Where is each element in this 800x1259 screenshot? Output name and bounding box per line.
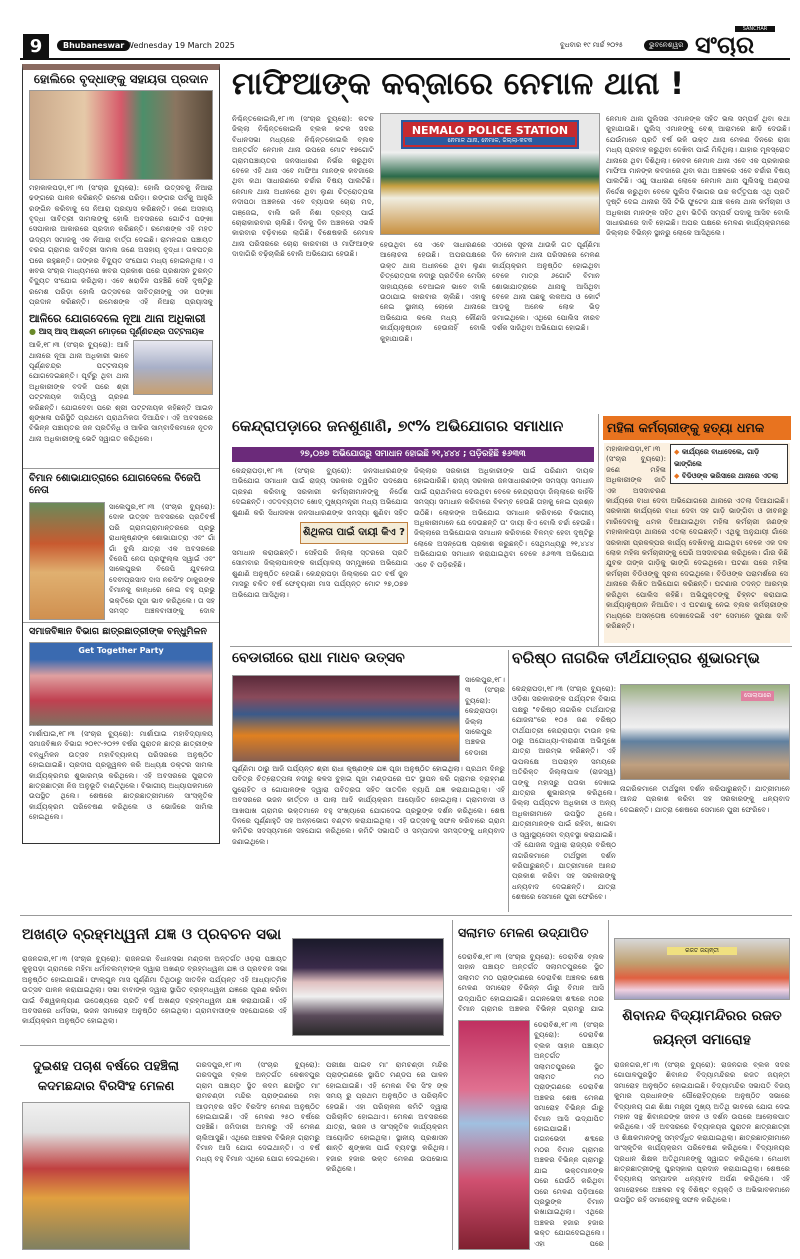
logo-tag: SANCHAR [735,26,775,32]
kendrapara-body-1: କେନ୍ଦ୍ରାପଡ଼ା,୧୮।୩ (ସଂଚାର ବ୍ୟୁରୋ): ଜନସାଧାରଣଙ୍କ ଅଭିଯୋଗ ସମାଧାନ ପାଇଁ ରାଜ୍ୟ ସରକାର ତ୍ୱରିତ ପଦକ୍ଷେପ ଗ୍ରହଣ କରିବାକୁ ସରକାରୀ କର୍ମଚାରୀମାନଙ୍କୁ ନିର୍ଦ୍ଦେଶ ଦେଇଛନ୍ତି। ଏତଦବ୍ୟତୀତ ଖୋଦ୍ ମୁଖ୍ୟମନ୍ତ୍ରୀ ମଧ୍ୟ ଅଭିଯୋଗ ଶୁଣାଣି କରି ସିଧାସଳଖ ଜନସାଧାରଣଙ୍କ ସମସ୍ୟା ଶୁଣିବା ସହିତ [232,466,408,517]
article-body: ସାଲେପୁର,୧୮।୩ (ସଂଚାର ବ୍ୟୁରୋ): ଦୋଳ ଉତ୍ସବ ଅବସରରେ ପ୍ରତିବର୍ଷ ପରି ଗ୍ରାମଗ୍ରାମାନ୍ତରରେ ପ୍ରଭୁ ରାଧାକୃଷ୍ଣଙ୍କ ଶୋଭାଯାତ୍ରା ଏବଂ ଗାଁ ଗାଁ ବୁଲି ଯାତ୍ରା ଏକ ଅବସରରେ ବିଜେପି ନେତା ପ୍ରଫୁଲ୍ଲ ସ୍ୱାଇଁ ଏବଂ ସାଲେପୁରର ବିଜେପି ଯୁବନେତା ଦେବୀପ୍ରସାଦ ଦାସ ନରସିଂହ ଠାକୁରଙ୍କ ବିମାନକୁ କାନ୍ଧରେ ନେଇ ବହୁ ପ୍ରଭୁ ଭକ୍ତିରେ ପୂଜା ଭାବ କରିଥିଲେ। ତା ସହ ସମସ୍ତ ଅଞ୍ଚଳବାସୀଙ୍କୁ ଦୋଳ [109,502,215,616]
akhanda-headline: ଅଖଣ୍ଡ ବ୍ରହ୍ମଧ୍ୱନୀ ଯଜ୍ଞ ଓ ପ୍ରବଚନ ସଭା [22,926,282,943]
callout-item [674,446,784,470]
women-body-wrap [604,443,790,643]
masthead [20,26,790,60]
article-body-continued: ଡେରାବିଶ,୧୮।୩ (ସଂଚାର ବ୍ୟୁରୋ): ଡେରାବିଶ ବ୍ଲକ ସାହାନ ପଞ୍ଚାୟତ ଅନ୍ତର୍ଗତ ସଲାମତପୁରରେ ସ୍ଥିତ ସଲାମତ ମଠ ପ୍ରାଙ୍ଗଣରେ ଡେରାବିଶ ଅଞ୍ଚଳର ଶେଷ ମେଳଣ ସମାରୋହ ବିଭିନ୍ନ ଗାଁରୁ ବିମାନ ଆସି ଉଦ୍‌ଯାପିତ ହୋଇଯାଇଛି। ଗଗନଭେଦୀ ଶବ୍ଦରେ ମଠର ବିମାନ ଗ୍ରାମର ଅଞ୍ଚଳର ବିଭିନ୍ନ ଗ୍ରାମରୁ ଯାଇ ଭକ୍ତମାନଙ୍କ ପରେ ଯେଉଁଠି କରିଥିବା ପରେ ମେଳଣ ପଡ଼ିଆରେ ପ୍ରଭୁଙ୍କ ବିମାନ ରଖାଯାଇଥିଲା। ଏଥିରେ ଅଞ୍ଚଳର ହଜାର ହଜାର ଭକ୍ତ ଯୋଗଦେଇଥିଲେ। ଏହା ପରେ [534,1020,604,1248]
divider [230,646,792,647]
photo-get-together [29,642,213,726]
logo [695,26,790,58]
divider [608,920,609,1250]
photo-vimana [458,1020,530,1250]
salamat-body: ଡେରାବିଶ,୧୮।୩ (ସଂଚାର ବ୍ୟୁରୋ): ଡେରାବିଶ ବ୍ଲକ ସାହାନ ପଞ୍ଚାୟତ ଅନ୍ତର୍ଗତ ସଲାମତପୁରରେ ସ୍ଥିତ ସଲାମତ ମଠ ପ୍ରାଙ୍ଗଣରେ ଡେରାବିଶ ଅଞ୍ଚଳର ଶେଷ ମେଳଣ ସମାରୋହ ବିଭିନ୍ନ ଗାଁରୁ ବିମାନ ଆସି ଉଦ୍‌ଯାପିତ ହୋଇଯାଇଛି। ଗଗନଭେଦୀ ଶବ୍ଦରେ ମଠର ବିମାନ ଗ୍ରାମର ଅଞ୍ଚଳର ବିଭିନ୍ନ ଗ୍ରାମରୁ ଯାଇ [458,952,604,1014]
bullet-icon: ● [29,327,39,337]
photo-dancers [232,675,460,762]
kendrapara-body-2: ଜିଲ୍ଲାର ସରକାରୀ ଅଧିକାରୀଙ୍କ ପାଇଁ ପରିଣାମ ଦାୟକ ହୋଇପାରିଛି। ରାଜ୍ୟ ସରକାର ଜନସାଧାରଣଙ୍କ ସମସ୍ୟା ସମାଧାନ ପାଇଁ ପ୍ରାଥମିକତା ଦେଉଥିବା ବେଳେ କେନ୍ଦ୍ରାପଡ଼ା ଜିଲ୍ଲାରେ କାହିଁକି ସମସ୍ୟା ସମାଧାନ କରିବାରେ ବିଳମ୍ବ ହେଉଛି ତାହାକୁ ନେଇ ପ୍ରଶ୍ନ ଉଠିଛି। ଲୋକଙ୍କ ଅଭିଯୋଗ ସମାଧାନ କରିବାରେ ବିଭାଗୀୟ ଅଧିକାରୀମାନେ ଯେ ଦେଉଛନ୍ତି ତା' ଦାୟୀ କିଏ ବୋଲି ଚର୍ଚ୍ଚା ହେଉଛି। ଜିଲ୍ଲାରେ ଅଭିଯୋଗର ସମାଧାନ କରିବାରେ ବିଳମ୍ବ ହେବା ଦୃଷ୍ଟିରୁ ଲୋକେ ଅସନ୍ତୋଷ ପ୍ରକାଶ କରୁଛନ୍ତି। ସେଥିମଧ୍ୟରୁ ୨୧,୪୪୪ ଅଭିଯୋଗର ସମାଧାନ କରାଯାଇଥିବା ବେଳେ ୫୬୩୩ ଅଭିଯୋଗ ଏବେ ବି ପଡ଼ିରହିଛି। [414,466,594,569]
pilgrim-headline: ବରିଷ୍ଠ ନାଗରିକ ତୀର୍ଥଯାତ୍ରାର ଶୁଭାରମ୍ଭ [512,650,760,667]
article-headline: ଆଳିରେ ଯୋଗଦେଲେ ନୂଆ ଥାନା ଅଧିକାରୀ [29,311,206,325]
article-body: ମହାକାଳପଡ଼ା,୧୮।୩ (ସଂଚାର ବ୍ୟୁରୋ): ହୋଲି ଉତ୍ସବକୁ ନିଆରା ଢଙ୍ଗରେ ପାଳନ କରିଛନ୍ତି ରମେଶ ପରିଡ଼ା। ରଙ୍ଗର ପର୍ବକୁ ଆହୁରି ରଙ୍ଗିନ କରିବାକୁ ସେ ନିଆରା ପ୍ରୟାସ କରିଛନ୍ତି। ଜଣେ ଅସହାୟ ବୃଦ୍ଧା ସାବିତ୍ରୀ ସାମଲଙ୍କୁ ହୋଲି ଅବସରରେ ଗୋଟିଏ ପଙ୍ଖା ସେପାକାର ଆକାରରେ ପ୍ରଦାନ କରିଛନ୍ତି। ରମେଶଙ୍କ ଏହି ମହତ ଉଦ୍ୟମ ସମାଜକୁ ଏକ ନିଆରା ବାର୍ତ୍ତା ଦେଇଛି। ରାମନଗର ପଞ୍ଚାୟତ ବରଗ ଗ୍ରାମର ସାବିତ୍ରୀ ସାମଲ ଜଣେ ଅସହାୟ ବୃଦ୍ଧା। ତାଳପତ୍ର ଘରେ ରହୁଛନ୍ତି। ତାଙ୍କର ବିଦ୍ୟୁତ ସଂଯୋଗ ମଧ୍ୟ ହୋଇନଥିଲା। ଏ ଖବର ସଂଚାର ମାଧ୍ୟମରେ ଖବର ପ୍ରକାଶ ପରେ ପ୍ରଶାସନ ତୁରନ୍ତ ବିଦ୍ୟୁତ ସଂଯୋଗ କରିଥିଲା। ଏବେ ଖରାଦିନ ପହଞ୍ଚିଛି ସେହି ଦୃଷ୍ଟିରୁ ରମେଶ ପରିଡ଼ା ହୋଲି ଉତ୍ସବରେ ସାବିତ୍ରୀଙ୍କୁ ଏକ ପଙ୍ଖା ପ୍ରଦାନ କରିଛନ୍ତି। ରମେଶଙ୍କ ଏହି ନିଆରା ପ୍ରୟାସକୁ [29,182,213,307]
callout-item [674,470,784,482]
left-column [22,64,220,844]
edition-badge: ଭୁବନେଶ୍ୱର [644,40,688,51]
bedari-side: ସାଲେପୁର,୧୮।୩ (ସଂଚାର ବ୍ୟୁରୋ): କେନ୍ଦ୍ରାପଡ଼ା ଜିଲ୍ଲା ସାଲେପୁର ଅଞ୍ଚଳର ବେଡାରୀ [465,675,505,757]
shivananda-headline: ଶିବାନନ୍ଦ ବିଦ୍ୟାମନ୍ଦିରର ରଜତ ଜୟନ୍ତୀ ସମାରୋହ [622,1008,782,1048]
bullet-icon: ◆ [674,448,682,456]
photo-bjp-leaders [29,502,105,620]
lead-headline: ମାଫିଆଙ୍କ କବ୍ଜାରେ ନେମାଳ ଥାନା ! [232,66,685,102]
photo-melana-vimana [22,1102,190,1250]
photo-police-station [380,113,600,235]
callout-text: ବିଡିଓଙ୍କ ଭରିସାରେ ଥାନାରେ ଏତଲା [681,472,779,480]
callout-text: କାର୍ଯ୍ୟରେ ବାଧାଦେଲେ, ଗାଡ଼ି ଭାଙ୍ଗିଲେ [674,448,760,468]
station-sign-odia: ନେମାଳ ଥାନା, ନେମାଳ, ଜିଲ୍ଲା-କଟକ [405,137,575,145]
divider [452,920,453,1250]
article-body: ଆଳି,୧୮।୩ (ସଂଚାର ବ୍ୟୁରୋ): ଆଳି ଥାନାରେ ନୂଆ ଥାନା ଅଧିକାରୀ ଭାବେ ପୂର୍ଣ୍ଣଚନ୍ଦ୍ର ପଟ୍ଟନାୟକ ଯୋଗଦେଇଛନ୍ତି। ପୂର୍ବରୁ ଥିବା ଥାନା ଅଧିକାରୀଙ୍କ ବଦଳି ପରେ ଶ୍ରୀ ପଟ୍ଟନାୟକ ଦାୟିତ୍ୱ ଗ୍ରହଣ କରିଛନ୍ତି। ଯୋଗଦେବା ପରେ ଶ୍ରୀ ପଟ୍ଟନାୟକ କହିଛନ୍ତି ଆଇନ ଶୃଙ୍ଖଳା ପରିସ୍ଥିତି ପ୍ରଥମେ ପ୍ରାଥମିକତା ଦିଆଯିବ। ଏହି ଅବସରରେ ବିଭିନ୍ନ ପଞ୍ଚାୟତର ଜନ ପ୍ରତିନିଧି ଓ ଆଳିର ସାମ୍ବାଦିକମାନେ ନୂତନ ଥାନା ଅଧିକାରୀଙ୍କୁ ଭେଟି ସ୍ୱାଗତ କରିଥିଲେ। [29,340,213,443]
article-body: ମାର୍ଶାଘାଇ,୧୮।୩ (ସଂଚାର ବ୍ୟୁରୋ): ମାର୍ଶାଘାଇ ମହାବିଦ୍ୟାଳୟ ସମାଜବିଜ୍ଞାନ ବିଭାଗ ୨୦୧୯-୨୦୨୨ ବର୍ଷର ପୁରାତନ ଛାତ୍ର ଛାତ୍ରୀଙ୍କ ବନ୍ଧୁମିଳନ ଉତ୍ସବ ମହାବିଦ୍ୟାଳୟ ପରିସରରେ ଅନୁଷ୍ଠିତ ହୋଇଯାଇଛି। ପ୍ରଦୀପ ପ୍ରଜ୍ଜ୍ୱଳନ କରି ଅଧ୍ୟକ୍ଷ ଡକ୍ଟର ସାମଲ କାର୍ଯ୍ୟକ୍ରମର ଶୁଭାରମ୍ଭ କରିଥିଲେ। ଏହି ଅବସରରେ ପୁରାତନ ଛାତ୍ରଛାତ୍ରୀ ନିଜ ଅନୁଭୂତି ବାଣ୍ଟିଥିଲେ। ବିଭାଗୀୟ ଅଧ୍ୟାପକମାନେ ଉପସ୍ଥିତ ଥିଲେ। ଶେଷରେ ଛାତ୍ରଛାତ୍ରୀମାନେ ସାଂସ୍କୃତିକ କାର୍ଯ୍ୟକ୍ରମ ପରିବେଷଣ କରିଥିଲେ ଓ ଭୋଜିରେ ସାମିଲ ହୋଇଥିଲେ। [29,728,213,822]
article-body-continued: ସମାଧାନ କରାଉଛନ୍ତି। ସେହିପରି ଜିଲ୍ଲା ସ୍ତରରେ ପ୍ରତି ସୋମବାର ଜିଲ୍ଲାପାଳଙ୍କ କାର୍ଯ୍ୟାଳୟ ସମ୍ମୁଖରେ ଅଭିଯୋଗ ଶୁଣାଣି ଅନୁଷ୍ଠିତ ହେଉଛି। କେନ୍ଦ୍ରାପଡ଼ା ଜିଲ୍ଲାରେ ଗତ ବର୍ଷ ଜୁନ ମାସରୁ ଚଳିତ ବର୍ଷ ଫେବୃୟାରୀ ମାସ ପର୍ଯ୍ୟନ୍ତ ମୋଟ ୨୭,୦୭୭ ଅଭିଯୋଗ ଆସିଥିଲା। [232,548,408,599]
article-body-wrap [29,340,213,465]
women-body: ମହାକାଳପଡ଼ା,୧୮।୩ (ସଂଚାର ବ୍ୟୁରୋ): ଜଣେ ମହିଳା ଅଧିକାରୀଙ୍କ ଜାତି ଏକ ଅସଦାଚରଣ କାର୍ଯ୍ୟରେ ବାଧା ଦେବା ଅଭିଯୋଗରେ ଥାନାରେ ଏତଲା ଦିଆଯାଇଛି। ସରକାରୀ କାର୍ଯ୍ୟରେ ବାଧା ଦେବା ସହ ଗାଡ଼ି ଭାଙ୍ଗିବା ଓ ଜୀବନରୁ ମାରିଦେବାକୁ ଧମକ ଦିଆଯାଇଥିବା ମହିଳା କର୍ମଚାରୀ ଜଣଙ୍କ ମହାକାଳପଡ଼ା ଥାନାରେ ଏତଲା ଦେଇଛନ୍ତି। ଏଥିକୁ ଅନୁଯାୟୀ ଗାଁରେ ସରକାରୀ ପ୍ରକଳ୍ପର କାର୍ଯ୍ୟ ଦେଖିବାକୁ ଯାଇଥିବା ବେଳେ ଏକ ଦଳ ଲୋକ ମହିଳା କର୍ମଚାରୀଙ୍କୁ ଘେରି ଅସଦାଚରଣ କରିଥିଲେ। ଗାଁର କିଛି ଯୁବକ ତାଙ୍କ ଗାଡ଼ିକୁ ଭାଙ୍ଗି ଦେଇଥିଲେ। ଘଟଣା ପରେ ମହିଳା କର୍ମଚାରୀ ବିଡିଓଙ୍କୁ ସୂଚନା ଦେଇଥିଲେ। ବିଡିଓଙ୍କ ପରାମର୍ଶରେ ସେ ଥାନାରେ ଲିଖିତ ଅଭିଯୋଗ କରିଛନ୍ତି। ଘଟଣାର ତଦନ୍ତ ଆରମ୍ଭ କରିଥିବା ପୋଲିସ କହିଛି। ଅଭିଯୁକ୍ତଙ୍କୁ ଚିହ୍ନଟ କରାଯାଇ କାର୍ଯ୍ୟାନୁଷ୍ଠାନ ନିଆଯିବ। ଏ ଘଟଣାକୁ ନେଇ ବ୍ଲକ କର୍ମଚାରୀଙ୍କ ମଧ୍ୟରେ ଅସନ୍ତୋଷ ଦେଖାଦେଇଛି ଏବଂ ସେମାନେ ସୁରକ୍ଷା ଦାବି କରିଛନ୍ତି। [606,444,788,630]
date-odia: ବୁଧବାର ୧୯ ମାର୍ଚ୍ଚ ୨୦୨୫ [560,41,624,49]
photo-pilgrims-bus [620,684,790,780]
women-callout [670,444,788,484]
photo-police-officer [133,340,213,395]
photo-yagna-night [292,938,444,1036]
bedari-body: ପୂର୍ଣ୍ଣିମା ଠାରୁ ଆଜି ପର୍ଯ୍ୟନ୍ତ ଶ୍ରୀ ରାଧା କୃଷ୍ଣଙ୍କ ଯଜ୍ଞ ପୂଜା ଅନୁଷ୍ଠିତ ହୋଇଥିଲା। ପ୍ରଥମ ଦିନରୁ ପବିତ୍ର ଚିତ୍ରୋତ୍ପଳା ନଦୀରୁ କଳସ ବୁହାଇ ପୂଜା ମଣ୍ଡପରେ ଘଟ ସ୍ଥାପନ କରି ଗ୍ରାମର ବ୍ରାହ୍ମଣ ପୁରୋହିତ ଓ ଗୋପାଳଙ୍କ ଦ୍ୱାରା ପବିତ୍ରତା ସହିତ ସାତଦିନ ବ୍ୟାପି ଯଜ୍ଞ କରାଯାଇଥିଲା। ଏହି ଅବସରରେ ଭଜନ କୀର୍ତ୍ତନ ଓ ପାଲା ଆଦି କାର୍ଯ୍ୟକ୍ରମ ଆୟୋଜିତ ହୋଇଥିଲା। ଗ୍ରାମବାସୀ ଓ ଆଖପାଖ ଗ୍ରାମର ଭକ୍ତମାନେ ବହୁ ସଂଖ୍ୟାରେ ଯୋଗଦେଇ ପ୍ରଭୁଙ୍କ ଦର୍ଶନ କରିଥିଲେ। ଶେଷ ଦିନରେ ପୂର୍ଣ୍ଣାହୁତି ସହ ଅନ୍ନଭୋଗ ବଣ୍ଟନ କରାଯାଇଥିଲା। ଏହି ଉତ୍ସବକୁ ସଫଳ କରିବାରେ ଗ୍ରାମ କମିଟିର ସଦସ୍ୟମାନେ ସହଯୋଗ କରିଥିଲେ। କମିଟି ସଭାପତି ଓ ସମ୍ପାଦକ ସମସ୍ତଙ୍କୁ ଧନ୍ୟବାଦ ଜଣାଇଥିଲେ। [232,764,505,846]
kendrapara-strap: ୨୭,୦୭୭ ଅଭିଯୋଗରୁ ସମାଧାନ ହୋଇଛି ୨୧,୪୪୪ ; ପଡ଼ିରହିଛି ୫୬୩୩ [232,447,594,462]
lead-body-col1: ନିଶ୍ଚିନ୍ତକୋଇଲି,୧୮।୩ (ସଂଚାର ବ୍ୟୁରୋ): କଟକ ଜିଲ୍ଲା ନିଶ୍ଚିନ୍ତକୋଇଲି ବ୍ଲକ କଟକ ସଦର ବିଧାନସଭା ମଧ୍ୟରେ ନିଶ୍ଚିନ୍ତକୋଇଲି ବ୍ଲକ ଅନ୍ତର୍ଗତ ନେମାଳ ଥାନା ଉପରେ ମୋଟ ୧୭ଗୋଟି ଗ୍ରାମପଞ୍ଚାୟତର ଜନସାଧାରଣ ନିର୍ଭର କରୁଥିବା ବେଳେ ଏହି ଥାନା ଏବେ ମାଫିଆ ମାନଙ୍କ କବଜାରେ ଥିବା କଥା ସାଧାରଣରେ ଚର୍ଚ୍ଚାର ବିଷୟ ପାଲଟିଛି। ନେମାଳ ଥାନା ଅଧୀନରେ ଥିବା ଲୁଣା ଚିତ୍ରୋତ୍ପଳା ନଦୀପଠା ଅଞ୍ଚଳରେ ଏବେ ବ୍ୟାପକ ଚୋରା ମଦ, ଗଞ୍ଜେଇ, ବାଲି ଭଳି ନିଶା ଦ୍ରବ୍ୟ ପାଇଁ ଚୋରାକାରବାର ଚାଲିଛି। ଦିନକୁ ଦିନ ଅଞ୍ଚଳରେ ଏଭଳି କାରବାର ବଢ଼ିବାରେ ଲାଗିଛି। ବିଶେଷକରି ନେମାଳ ଥାନା ପରିସରରେ ଚୋରା କାରବାରୀ ଓ ମାଫିଆଙ୍କ ଦାଦାଗିରି ବଢ଼ିଚାଲିଛି ବୋଲି ଅଭିଯୋଗ ହେଉଛି। [232,114,374,259]
pilgrim-body-continued [620,784,790,909]
kendrapara-headline: କେନ୍ଦ୍ରାପଡ଼ାରେ ଜନଶୁଣାଣି, ୭୯% ଅଭିଯୋଗର ସମାଧାନ [232,418,564,435]
subhead-text: ଆସ୍ ଆସ୍ ଆଶ୍ରମ ମୋଡ଼ରେ ପୂର୍ଣ୍ଣଚନ୍ଦ୍ର ପଟ୍ଟନାୟକ [38,327,205,337]
station-sign-english: NEMALO POLICE STATION [411,124,569,137]
article-headline: ବିମାନ ଶୋଭାଯାତ୍ରାରେ ଯୋଗଦେଲେ ବିଜେପି ନେତା [23,468,219,500]
akhanda-body: ରାଜନଗର,୧୮।୩ (ସଂଚାର ବ୍ୟୁରୋ): ରାଜନଗର ବିଧାନସଭା ମଣ୍ଡଳୀ ଅନ୍ତର୍ଗତ ଓଡ଼ରା ପଞ୍ଚାୟତ କୁଳୁପଡ଼ା ଗ୍ରାମରେ ମହିମା ଧର୍ମାବଲମ୍ବୀଙ୍କ ଦ୍ୱାରା ଅଖଣ୍ଡ ବ୍ରହ୍ମଧ୍ୱନୀ ଯଜ୍ଞ ଓ ପ୍ରବଚନ ସଭା ଅନୁଷ୍ଠିତ ହୋଇଯାଇଛି। ଫାଲ୍ଗୁନ ମାସ ପୂର୍ଣ୍ଣିମା ତିଥିଠାରୁ ସାତଦିନ ପର୍ଯ୍ୟନ୍ତ ଏହି ଆଧ୍ୟାତ୍ମିକ ଉତ୍ସବ ପାଳନ କରାଯାଇଥିଲା। ସଭା ବାବାଙ୍କ ଦ୍ୱାରା ସ୍ଥାପିତ ବ୍ରହ୍ମଧ୍ୱନୀ ଯଜ୍ଞରେ ପୂରଣ କରିବା ପାଇଁ ବିଶ୍ୱକଲ୍ୟାଣ ଉଦ୍ଦେଶ୍ୟରେ ପ୍ରତି ବର୍ଷ ଅଖଣ୍ଡ ବ୍ରହ୍ମଧ୍ୱନୀ ଯଜ୍ଞ କରାଯାଉଛି। ଏହି ଅବସରରେ ଧର୍ମସଭା, ଭଜନ ସମାରୋହ ଅନୁଷ୍ଠିତ ହୋଇଥିଲା। ଗ୍ରାମବାସୀଙ୍କ ସହଯୋଗରେ ଏହି କାର୍ଯ୍ୟକ୍ରମ ଅନୁଷ୍ଠିତ ହୋଇଥିଲା। [22,954,287,1026]
inset-box: ଶିଥିଳତା ପାଇଁ ଦାୟୀ କିଏ ? [300,522,408,544]
photo-school-stage [614,938,790,1000]
kendrapara-body-1-cont [232,548,408,642]
shivananda-body: ରାଜନଗର,୧୮।୩ (ସଂଚାର ବ୍ୟୁରୋ): ରାଜନଗର ବ୍ଲକ ସଦର ଗୋପାଳପୁରସ୍ଥିତ ଶିବାନନ୍ଦ ବିଦ୍ୟାମନ୍ଦିରର ରଜତ ଜୟନ୍ତୀ ସମାରୋହ ଅନୁଷ୍ଠିତ ହୋଇଯାଇଛି। ବିଦ୍ୟାମନ୍ଦିର ସଭାପତି ବିଜୟ କୁମାର ପ୍ରଧାନଙ୍କ ପୌରୋହିତ୍ୟରେ ଅନୁଷ୍ଠିତ ସଭାରେ ବିଦ୍ୟାଳୟ ଗଣ ଶିକ୍ଷା ମନ୍ତ୍ରୀ ମୁଖ୍ୟ ଅତିଥି ଭାବରେ ଯୋଗ ଦେଇ ମହାନ ସନ୍ଥ ଶିବାନନ୍ଦଙ୍କ ଜୀବନ ଓ ଦର୍ଶନ ଉପରେ ଆଲୋକପାତ କରିଥିଲେ। ଏହି ଅବସରରେ ବିଦ୍ୟାଳୟର ପୁରାତନ ଛାତ୍ରଛାତ୍ରୀ ଓ ଶିକ୍ଷକମାନଙ୍କୁ ସମ୍ବର୍ଦ୍ଧିତ କରାଯାଇଥିଲା। ଛାତ୍ରଛାତ୍ରୀମାନେ ସାଂସ୍କୃତିକ କାର୍ଯ୍ୟକ୍ରମ ପରିବେଷଣ କରିଥିଲେ। ବିଦ୍ୟାଳୟର ପ୍ରଧାନ ଶିକ୍ଷକ ଅତିଥିମାନଙ୍କୁ ସ୍ୱାଗତ କରିଥିଲେ। ମେଧାବୀ ଛାତ୍ରଛାତ୍ରୀଙ୍କୁ ପୁରସ୍କାର ପ୍ରଦାନ କରାଯାଇଥିଲା। ଶେଷରେ ବିଦ୍ୟାଳୟ ସମ୍ପାଦକ ଧନ୍ୟବାଦ ଅର୍ପଣ କରିଥିଲେ। ଏହି ସମାରୋହରେ ଅଞ୍ଚଳର ବହୁ ବିଶିଷ୍ଟ ବ୍ୟକ୍ତି ଓ ଅଭିଭାବକମାନେ ଉପସ୍ଥିତ ରହି ସମାରୋହକୁ ସଫଳ କରିଥିଲେ। [614,1060,790,1205]
article-subhead [23,327,219,337]
city-badge: Bhubaneswar [57,40,130,51]
divider [20,1045,450,1046]
lead-body-col4: ନେମାଳ ଥାନା ପୁଲିସର ଏମାନଙ୍କ ସହିତ ଭଲ ସମ୍ପର୍କ ଥିବା କଥା କୁହାଯାଉଛି। ପୁଲିସ୍ ଏମାନଙ୍କୁ ବେଶ୍ ଆରାମରେ ଛାଡ଼ି ଦେଉଛି। ଯେଉଁମାନେ ପ୍ରତି ବର୍ଷ ଭଳି ଉକ୍ତ ଥାନା ମେଳଣ ଦିନରେ ରାଜା ମଧ୍ୟ ପ୍ରବାହ କରୁଥିବା ଦେଖିବା ପାଇଁ ମିଳିଥିଲା। ଯାହାର ମୂଳସ୍ରୋତ ଥାନାରେ ଥିବା ଦିଶିଥିଲା। କେବଳ ନେମାଳ ଥାନା ଏବେ ଏକ ପ୍ରକାରର ମାଫିଆ ମାନଙ୍କ କବଜାରେ ଥିବା କଥା ଅଞ୍ଚଳରେ ଏବେ ଚର୍ଚ୍ଚାର ବିଷୟ ପାଲଟିଛି। ଏଣୁ ସାଧାରଣ ଲୋକେ ନେମାଳ ଥାନା ପୁଲିସକୁ ଅଣ୍ଡରା ନିର୍ଦ୍ଦେଶ କରୁଥିବା ବେଳେ ପୁଲିସ ବିଭାଗର ଉଚ୍ଚ କର୍ତ୍ତୃପକ୍ଷ ଏଥି ପ୍ରତି ଦୃଷ୍ଟି ଦେଇ ଥାନାର ସିସି ଟିଭି ଫୁଟେଜ ଯାଞ୍ଚ କଲେ ଥାନା କର୍ମଚାରୀ ଓ ଅଧିକାରୀ ମାନଙ୍କ ସହିତ ଥିବା ଭିତିରି ସମ୍ପର୍କ ପଦାକୁ ଆସିବ ବୋଲି ସାଧାରଣରେ ଦାବି ହୋଇଛି। ଅପର ପକ୍ଷରେ ମେଳଣ କାର୍ଯ୍ୟକ୍ରମରେ ଜିଲ୍ଲାର ବିଭିନ୍ନ ସ୍ଥାନରୁ ଲୋକେ ଆସିଥିଲେ। [606,114,790,238]
article-body-continued: ନାଗରିକମାନେ ତୀର୍ଥସ୍ଥଳୀ ଦର୍ଶନ କରିପାରୁଛନ୍ତି। ଯାତ୍ରୀମାନେ ଆନନ୍ଦ ପ୍ରକାଶ କରିବା ସହ ସରକାରଙ୍କୁ ଧନ୍ୟବାଦ ଦେଇଛନ୍ତି। ଯାତ୍ରା ଶେଷରେ ସେମାନେ ପୁରୀ ଫେରିବେ। [620,784,790,814]
station-sign [401,120,579,149]
pilgrim-body: କେନ୍ଦ୍ରାପଡ଼ା,୧୮।୩ (ସଂଚାର ବ୍ୟୁରୋ): ଓଡ଼ିଶା ସରକାରଙ୍କ ପର୍ଯ୍ୟଟନ ବିଭାଗ ପକ୍ଷରୁ "ବରିଷ୍ଠ ନାଗରିକ ତୀର୍ଥଯାତ୍ରା ଯୋଜନା"ରେ ୧୦୫ ଜଣ ବରିଷ୍ଠ ତୀର୍ଥଯାତ୍ରୀ କେନ୍ଦ୍ରାପଡ଼ା ଟାଉନ ହଲ ଠାରୁ ଅଯୋଧ୍ୟା-ବାରାଣସୀ ଅଭିମୁଖେ ଯାତ୍ରା ଆରମ୍ଭ କରିଛନ୍ତି। ଏହି ଉପଲକ୍ଷେ ଅପରାହ୍ନ ସମୟରେ ଅତିରିକ୍ତ ଜିଲ୍ଲାପାଳ (ରାଜସ୍ୱ) ତାଙ୍କୁ ମହାସ୍ରୁ ପତାକା ଦେଖାଇ ଯାତ୍ରାର ଶୁଭାରମ୍ଭ କରିଥିଲେ। ଜିଲ୍ଲା ପର୍ଯ୍ୟଟନ ଅଧିକାରୀ ଓ ଅନ୍ୟ ଅଧିକାରୀମାନେ ଉପସ୍ଥିତ ଥିଲେ। ଯାତ୍ରୀମାନଙ୍କ ପାଇଁ ରହିବା, ଖାଇବା ଓ ସ୍ୱାସ୍ଥ୍ୟସେବା ବ୍ୟବସ୍ଥା କରାଯାଇଛି। ଏହି ଯୋଜନା ଦ୍ୱାରା ରାଜ୍ୟର ବରିଷ୍ଠ ନାଗରିକମାନେ ତୀର୍ଥସ୍ଥଳୀ ଦର୍ଶନ କରିପାରୁଛନ୍ତି। ଯାତ୍ରୀମାନେ ଆନନ୍ଦ ପ୍ରକାଶ କରିବା ସହ ସରକାରଙ୍କୁ ଧନ୍ୟବାଦ ଦେଇଛନ୍ତି। ଯାତ୍ରା ଶେଷରେ ସେମାନେ ପୁରୀ ଫେରିବେ। [512,684,616,902]
birsingh-body-2: ପରୀକ୍ଷା ପାଇବ ମା' ରାମଚଣ୍ଡୀ ମନ୍ଦିର ପ୍ରାଙ୍ଗଣରେ ସ୍ଥାପିତ ମଣ୍ଡପ ରେ ପାଳନ ହୋଇଯାଇଛି। ଏହି ମେଳଣ ବିର ସିଂହ ଙ୍କ ସମୟ ରୁ ପ୍ରଥମ ଅନୁଷ୍ଠିତ ଓ ପରିଚାଳିତ ହେଉଛି। ଏହା ପରିଚାଳନା କମିଟି ଦ୍ୱାରା ପରିଚାଳିତ ହୋଇଥାଏ। ମେଳଣ ଅବସରରେ ଯାତ୍ରା, ଭଜନ ଓ ସାଂସ୍କୃତିକ କାର୍ଯ୍ୟକ୍ରମ ଆୟୋଜିତ ହୋଇଥିଲା। ସ୍ଥାନୀୟ ପ୍ରଶାସନ ଶାନ୍ତି ଶୃଙ୍ଖଳା ପାଇଁ ବ୍ୟବସ୍ଥା କରିଥିଲା। ହଜାର ହଜାର ଭକ୍ତ ମେଳଣ ଉପଭୋଗ କରିଥିଲେ। [326,1060,448,1174]
stage-banner: ରଜତ ଜୟନ୍ତୀ [667,947,737,955]
divider [598,414,599,646]
date-english: Wednesday 19 March 2025 [126,41,235,50]
salamat-headline: ସଲାମତ ମେଳଣ ଉଦ୍‌ଯାପିତ [458,926,589,940]
article-headline: ସମାଜବିଜ୍ଞାନ ବିଭାଗ ଛାତ୍ରଛାତ୍ରୀଙ୍କ ବନ୍ଧୁମିଳନ [23,622,219,642]
bedari-headline: ବେଡାରୀରେ ରାଧା ମାଧବ ଉତ୍ସବ [232,650,405,666]
lead-body-col2: ହେଉଥିବା ସେ ଏବେ ସାଧାରଣରେ ଆଲୋଚନା ହେଉଛି। ଅପରପକ୍ଷରେ ଉକ୍ତ ଥାନା ଅଧୀନରେ ଥିବା ଲୁଣା ଚିତ୍ରୋତ୍ପଳା ନଦୀରୁ ପ୍ରତିଦିନ ମେସିନ୍ ସାହାଯ୍ୟରେ ବେଆଇନ ଭାବେ ବାଲି ଉଠାଯାଇ କାରବାର ଚାଲିଛି। ଏହାକୁ ନେଇ ସ୍ଥାନୀୟ ଲୋକେ ଥାନାରେ ଅଭିଯୋଗ କଲେ ମଧ୍ୟ କୌଣସି କାର୍ଯ୍ୟାନୁଷ୍ଠାନ ହେଉନାହିଁ ବୋଲି କୁହାଯାଉଛି। [380,240,486,343]
article-headline: ହୋଲିରେ ବୃଦ୍ଧାଙ୍କୁ ସହାୟତା ପ୍ରଦାନ [33,72,209,86]
lead-body-col3: ଏଠାରେ ସୂଚନା ଥାଉକି ଗତ ପୂର୍ଣ୍ଣିମା ଦିନ ନେମାଳ ଥାନା ପରିସରରେ ମେଳଣ କାର୍ଯ୍ୟକ୍ରମ ଅନୁଷ୍ଠିତ ହୋଇଥିବା ବେଳେ ମାତ୍ର ୬ଗୋଟି ବିମାନ ଶୋଭାଯାତ୍ରାରେ ଥାନାକୁ ଆସିଥିବା ବେଳେ ଥାନା ପଛକୁ ଲକଅପ ଓ କୋର୍ଟ ଆଡ଼କୁ ଅନେକ ଲୋକ ଭିଡ଼ ଜମାଇଥିଲେ। ଏଥିରେ ପୋଲିସ ନୀରବ ଦର୍ଶକ ସାଜିଥିବା ଅଭିଯୋଗ ହୋଇଛି। [492,240,600,333]
divider [508,650,509,912]
women-headline: ମହିଳା କର୍ମଚାରୀଙ୍କୁ ହତ୍ୟା ଧମକ [603,416,791,440]
article-block [29,502,213,620]
bus-sign: ସୋଲାପାରେ [741,691,774,701]
salamat-body-continued [534,1020,604,1249]
divider [20,915,792,916]
birsingh-headline: ଦୁଇଶହ ପଚାଶ ବର୍ଷରେ ପହଞ୍ଚିଲା କଦମଛନ୍ଦାର ବିରସିଂହ ମେଳଣ [32,1058,180,1093]
page-number: 9 [23,34,49,60]
photo-banner-text: Get Together Party [78,645,164,655]
bullet-icon: ◆ [674,472,682,480]
photo-elderly-help [29,90,213,180]
birsingh-body-1: ଗରଦପୁର,୧୮।୩ (ସଂଚାର ବ୍ୟୁରୋ): ଗରଦପୁର ବ୍ଲକ ଅନ୍ତର୍ଗତ କେଶବପୁର ଗ୍ରାମ ପଞ୍ଚାୟତ ସ୍ଥିତ କଦମ ଛନ୍ଦାସ୍ଥିତ ମା' ରାମଚଣ୍ଡୀ ମନ୍ଦିର ପ୍ରାଙ୍ଗଣରେ ମହା ଆଡ଼ମ୍ବର ସହିତ ବିରସିଂହ ମେଳଣ ଅନୁଷ୍ଠିତ ହୋଇଯାଇଛି। ଏହି ମେଳଣ ୨୫୦ ବର୍ଷରେ ପହଞ୍ଚିଛି। ଜମିଦାରୀ ଅମଳରୁ ଏହି ମେଳଣ ଚାଲିଆସୁଛି। ଏଥିରେ ଅଞ୍ଚଳର ବିଭିନ୍ନ ଗ୍ରାମରୁ ବିମାନ ଆସି ଯୋଗ ଦେଇଥାନ୍ତି। ଏ ବର୍ଷ ମଧ୍ୟ ବହୁ ବିମାନ ଏଥିରେ ଯୋଗ ଦେଇଥିଲେ। [196,1060,320,1163]
logo-text: ସଂଚାର [695,31,755,59]
